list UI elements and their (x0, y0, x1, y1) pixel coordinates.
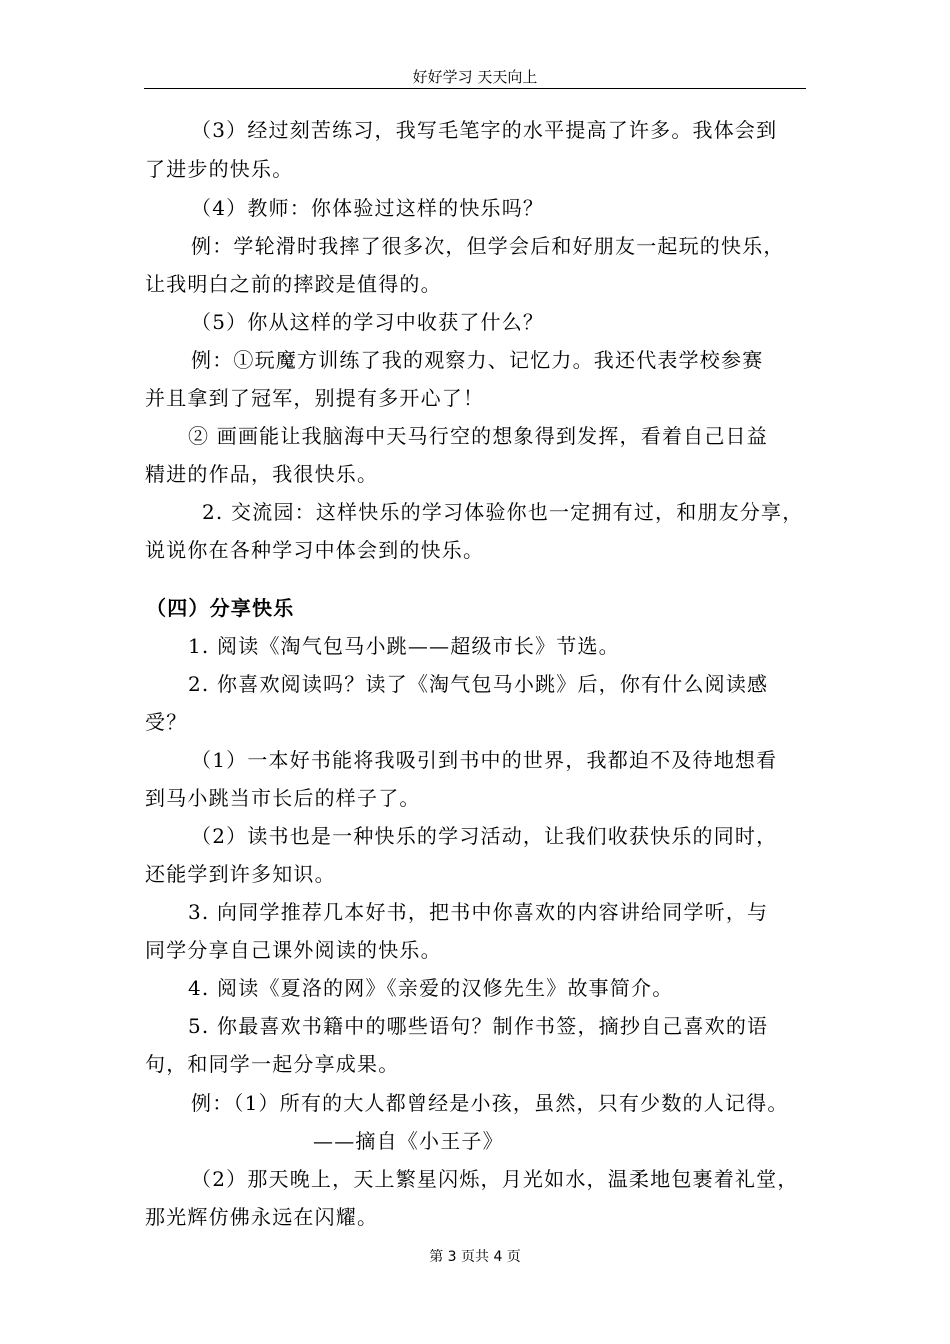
paragraph-line: （2）读书也是一种快乐的学习活动，让我们收获快乐的同时， (191, 824, 778, 848)
paragraph-line: 例：学轮滑时我摔了很多次，但学会后和好朋友一起玩的快乐， (191, 234, 785, 258)
paragraph-line: （5）你从这样的学习中收获了什么？ (191, 310, 545, 334)
paragraph-line: （3）经过刻苦练习，我写毛笔字的水平提高了许多。我体会到 (191, 118, 778, 142)
paragraph-line: 2. 你喜欢阅读吗？读了《淘气包马小跳》后，你有什么阅读感 (188, 672, 769, 696)
paragraph-line: （2）那天晚上，天上繁星闪烁，月光如水，温柔地包裹着礼堂， (191, 1167, 799, 1191)
paragraph-line: 还能学到许多知识。 (145, 862, 336, 886)
paragraph-line: 5. 你最喜欢书籍中的哪些语句？制作书签，摘抄自己喜欢的语 (188, 1014, 769, 1038)
paragraph-line: （1）一本好书能将我吸引到书中的世界，我都迫不及待地想看 (191, 748, 778, 772)
quote-attribution: ——摘自《小王子》 (313, 1129, 504, 1153)
paragraph-line: 同学分享自己课外阅读的快乐。 (145, 938, 442, 962)
paragraph-line: 受？ (145, 710, 188, 734)
paragraph-line: 到马小跳当市长后的样子了。 (145, 786, 421, 810)
paragraph-line: 2. 交流园：这样快乐的学习体验你也一定拥有过，和朋友分享， (202, 500, 804, 524)
paragraph-line: 精进的作品，我很快乐。 (145, 462, 379, 486)
paragraph-line: 说说你在各种学习中体会到的快乐。 (145, 538, 485, 562)
paragraph-line: 并且拿到了冠军，别提有多开心了！ (145, 386, 485, 410)
paragraph-line: 让我明白之前的摔跤是值得的。 (145, 272, 442, 296)
paragraph-line: 4. 阅读《夏洛的网》《亲爱的汉修先生》故事简介。 (188, 976, 674, 1000)
paragraph-line: 句，和同学一起分享成果。 (145, 1052, 400, 1076)
page-header: 好好学习 天天向上 (412, 68, 538, 86)
paragraph-line: 了进步的快乐。 (145, 157, 294, 181)
header-divider (144, 88, 806, 89)
paragraph-line: ② 画画能让我脑海中天马行空的想象得到发挥，看着自己日益 (188, 424, 768, 448)
paragraph-line: 3. 向同学推荐几本好书，把书中你喜欢的内容讲给同学听，与 (188, 900, 769, 924)
page-number: 第 3 页共 4 页 (429, 1249, 521, 1265)
paragraph-line: （4）教师：你体验过这样的快乐吗？ (191, 196, 545, 220)
paragraph-line: 例：①玩魔方训练了我的观察力、记忆力。我还代表学校参赛 (191, 348, 764, 372)
paragraph-line: 1. 阅读《淘气包马小跳——超级市长》节选。 (188, 634, 620, 658)
section-title: （四）分享快乐 (146, 596, 295, 620)
paragraph-line: 例：（1）所有的大人都曾经是小孩，虽然，只有少数的人记得。 (191, 1091, 789, 1115)
paragraph-line: 那光辉仿佛永远在闪耀。 (145, 1205, 379, 1229)
